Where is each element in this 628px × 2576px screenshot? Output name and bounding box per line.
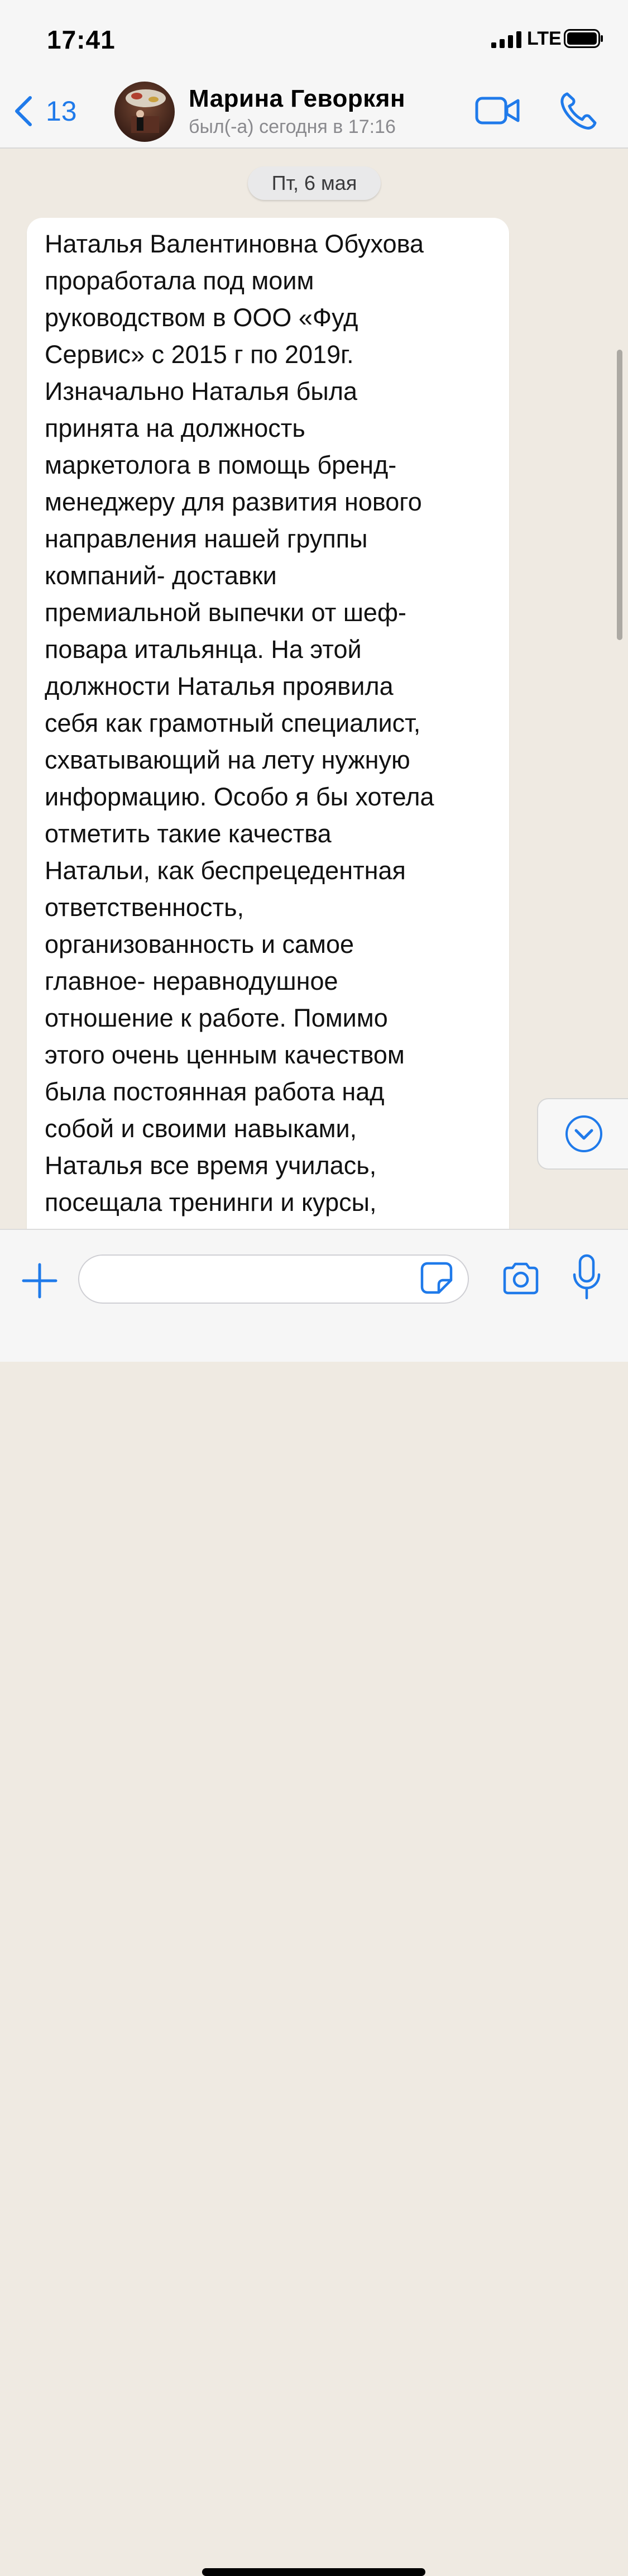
chat-header	[0, 78, 628, 149]
contact-name[interactable]: Марина Геворкян	[189, 85, 406, 112]
network-label: LTE	[527, 28, 562, 49]
message-line: Натальи, как беспрецедентная	[45, 856, 406, 885]
message-line: отметить такие качества	[45, 819, 332, 848]
scrollbar[interactable]	[617, 350, 622, 640]
message-line: посещала тренинги и курсы,	[45, 1188, 377, 1217]
message-line: направления нашей группы	[45, 524, 368, 553]
message-line: была постоянная работа над	[45, 1077, 385, 1106]
status-time: 17:41	[47, 25, 116, 54]
message-line: собой и своими навыками,	[45, 1114, 357, 1143]
message-line: информацию. Особо я бы хотела	[45, 783, 434, 811]
message-line: премиальной выпечки от шеф-	[45, 598, 406, 627]
message-line: менеджеру для развития нового	[45, 488, 422, 516]
message-line: компаний- доставки	[45, 561, 277, 590]
scroll-to-bottom-button[interactable]	[537, 1098, 628, 1170]
chevron-left-icon	[12, 94, 35, 128]
message-line: ответственность,	[45, 893, 245, 922]
video-camera-icon[interactable]	[474, 90, 521, 131]
status-bar	[0, 0, 628, 78]
plus-icon[interactable]	[21, 1262, 58, 1299]
microphone-icon[interactable]	[572, 1253, 602, 1301]
message-line: повара итальянца. На этой	[45, 635, 362, 664]
message-line: Наталья все время училась,	[45, 1151, 377, 1180]
home-indicator[interactable]	[202, 2568, 425, 2576]
message-line: Сервис» с 2015 г по 2019г.	[45, 340, 354, 369]
unread-count: 13	[46, 96, 77, 127]
back-button[interactable]	[12, 92, 77, 131]
chevron-down-circle-icon	[564, 1114, 604, 1154]
message-line: организованность и самое	[45, 930, 354, 958]
message-line: руководством в ООО «Фуд	[45, 303, 358, 332]
message-line: этого очень ценным качеством	[45, 1041, 405, 1069]
message-line: принята на должность	[45, 414, 305, 442]
avatar[interactable]	[114, 82, 175, 142]
message-line: себя как грамотный специалист,	[45, 709, 421, 737]
phone-icon[interactable]	[558, 90, 597, 132]
sticker-icon[interactable]	[420, 1261, 453, 1295]
chat-area[interactable]	[0, 149, 628, 1229]
message-line: отношение к работе. Помимо	[45, 1004, 388, 1032]
message-line: маркетолога в помощь бренд-	[45, 451, 397, 479]
date-separator: Пт, 6 мая	[248, 166, 381, 200]
contact-last-seen: был(-а) сегодня в 17:16	[189, 116, 396, 137]
message-line: должности Наталья проявила	[45, 672, 394, 700]
message-line: проработала под моим	[45, 266, 314, 295]
message-input[interactable]	[78, 1254, 469, 1304]
message-line: Наталья Валентиновна Обухова	[45, 230, 424, 258]
battery-icon	[564, 29, 604, 48]
message-bubble[interactable]	[27, 218, 509, 1229]
signal-icon	[491, 31, 522, 48]
message-line: схватывающий на лету нужную	[45, 746, 410, 774]
message-line: главное- неравнодушное	[45, 967, 338, 995]
composer-bar	[0, 1229, 628, 1362]
message-text	[45, 226, 502, 1221]
message-line: Изначально Наталья была	[45, 377, 358, 406]
camera-icon[interactable]	[501, 1261, 540, 1296]
